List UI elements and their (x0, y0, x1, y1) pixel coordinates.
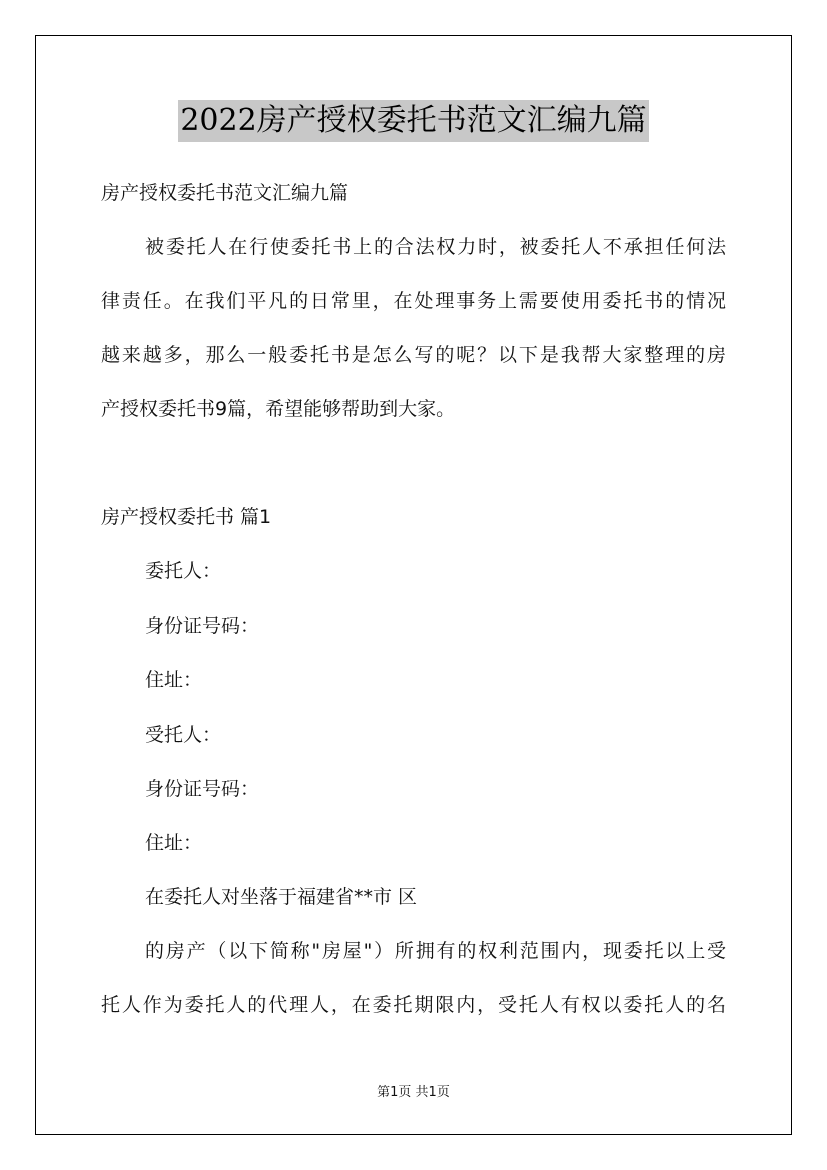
section-heading: 房产授权委托书 篇1 (101, 506, 272, 528)
intro-line-4: 产授权委托书9篇，希望能够帮助到大家。 (101, 398, 456, 420)
intro-line-1: 被委托人在行使委托书上的合法权力时，被委托人不承担任何法 (145, 236, 726, 258)
document-title: 2022房产授权委托书范文汇编九篇 (178, 100, 648, 142)
field-principal-id: 身份证号码： (145, 615, 260, 637)
field-agent-address: 住址： (145, 832, 203, 854)
field-principal: 委托人： (145, 560, 222, 582)
intro-line-3: 越来越多，那么一般委托书是怎么写的呢？以下是我帮大家整理的房 (101, 344, 726, 366)
field-principal-address: 住址： (145, 669, 203, 691)
body-line-3: 托人作为委托人的代理人，在委托期限内，受托人有权以委托人的名 (101, 994, 726, 1016)
title-wrap (0, 100, 827, 142)
intro-line-2: 律责任。在我们平凡的日常里，在处理事务上需要使用委托书的情况 (101, 290, 726, 312)
page-footer: 第1页 共1页 (377, 1085, 450, 1100)
field-agent: 受托人： (145, 724, 222, 746)
field-agent-id: 身份证号码： (145, 778, 260, 800)
body-line-1: 在委托人对坐落于福建省**市 区 (145, 886, 418, 908)
body-line-2: 的房产（以下简称"房屋"）所拥有的权利范围内，现委托以上受 (145, 940, 726, 962)
document-subtitle: 房产授权委托书范文汇编九篇 (101, 182, 349, 204)
